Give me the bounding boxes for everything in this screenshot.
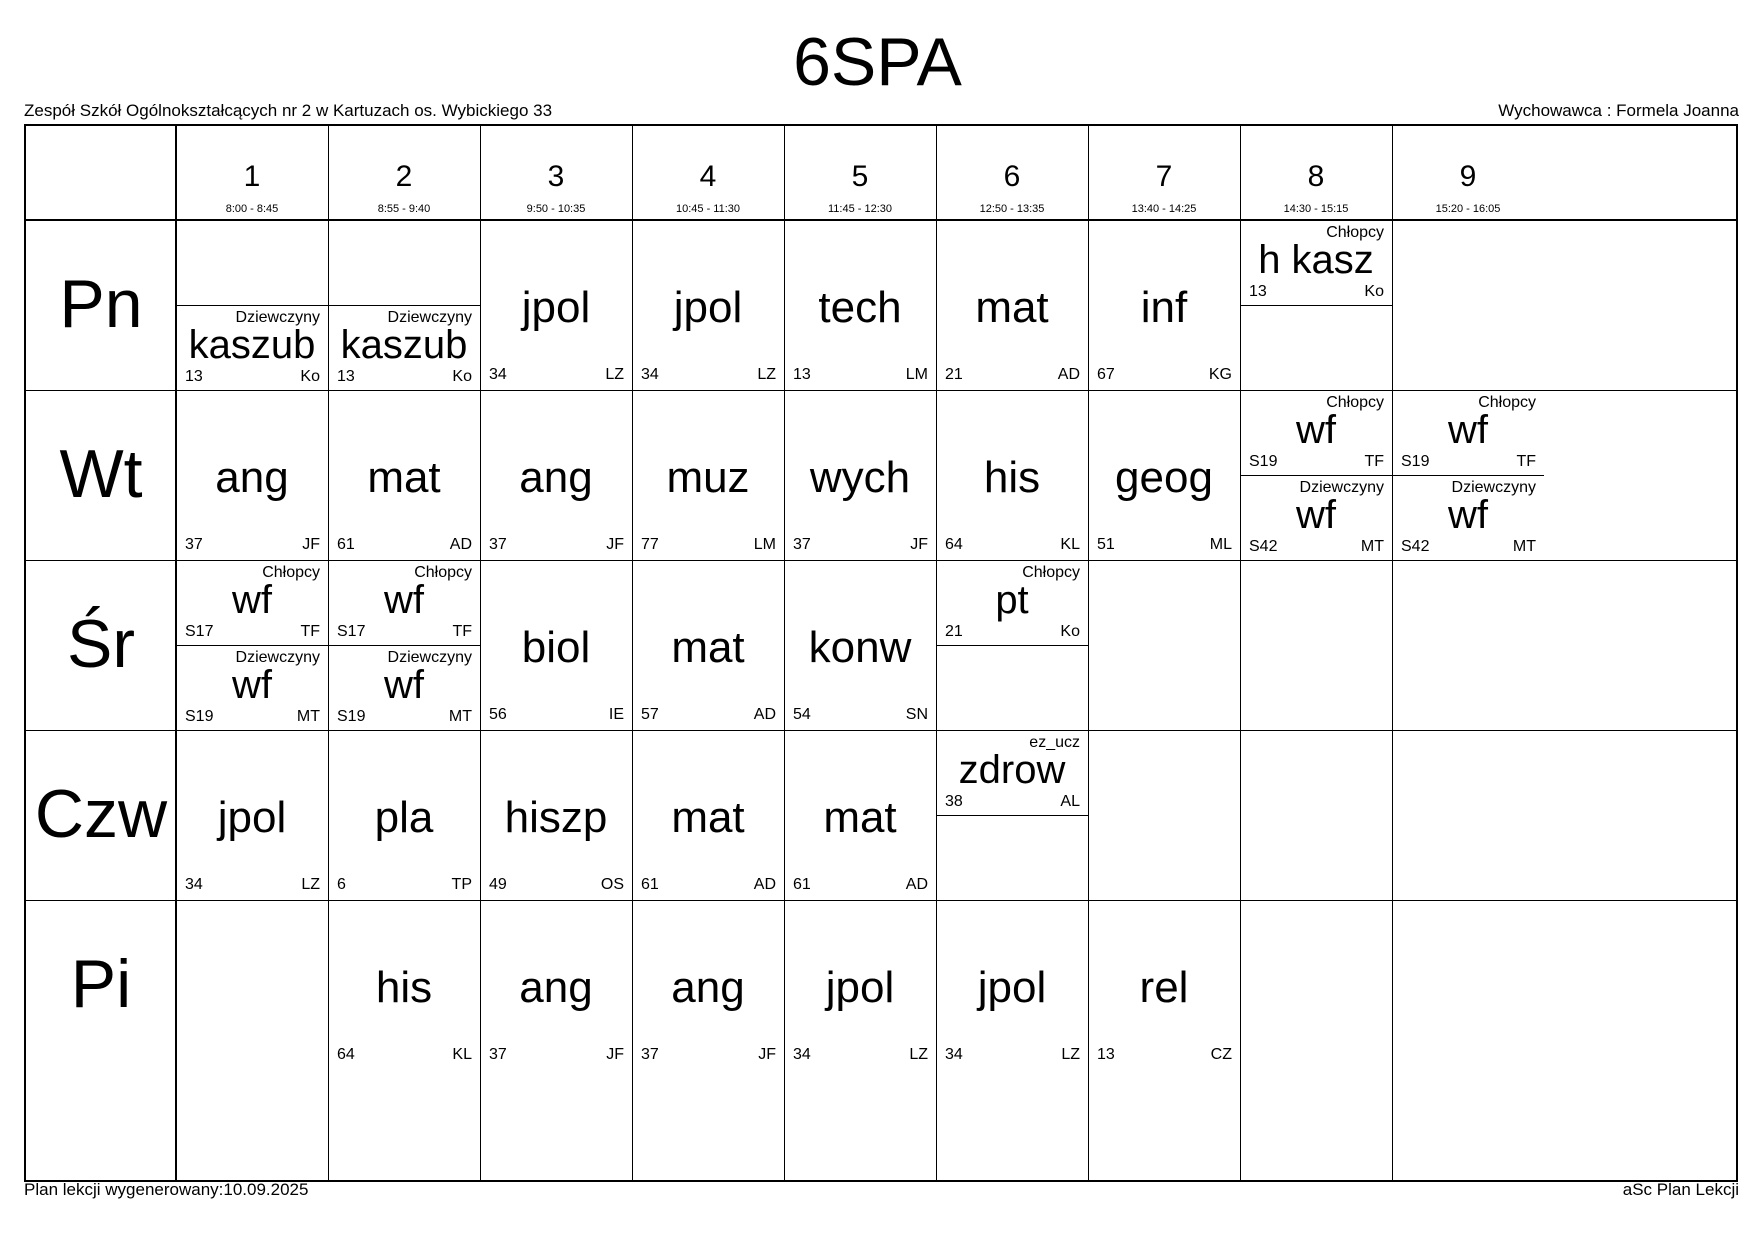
lesson-teacher: Ko [1060,623,1080,640]
lesson-room: S17 [337,623,366,640]
lesson-subject: zdrow [958,748,1066,792]
lesson-cell-top [936,560,1088,645]
lesson-subject: wf [384,663,424,707]
lesson-teacher: AD [449,536,472,553]
lesson-cell-bottom [176,645,328,730]
lesson-room: S19 [1401,453,1430,470]
lesson-subject: jpol [217,793,287,842]
lesson-cell [328,730,480,900]
lesson-room: S42 [1249,538,1278,555]
lesson-teacher: AD [753,706,776,723]
lesson-group: Chłopcy [414,564,472,581]
lesson-cell [632,560,784,730]
lesson-cell-bottom [1240,475,1392,560]
timetable-grid [24,124,1738,1182]
lesson-teacher: TF [1364,453,1384,470]
period-number: 2 [395,160,413,193]
lesson-teacher: MT [296,708,320,725]
lesson-cell [1088,900,1240,1070]
lesson-subject: jpol [673,283,743,332]
lesson-subject: wych [809,453,911,502]
lesson-teacher: KL [1060,536,1080,553]
lesson-cell [328,390,480,560]
lesson-room: 67 [1097,366,1115,383]
lesson-teacher: JF [606,536,624,553]
lesson-cell [632,730,784,900]
lesson-subject: ang [519,453,593,502]
lesson-teacher: TF [452,623,472,640]
lesson-subject: his [983,453,1041,502]
day-label: Pi [70,946,132,1022]
lesson-teacher: MT [1512,538,1536,555]
lesson-teacher: LZ [909,1046,928,1063]
lesson-group: ez_ucz [1029,734,1080,751]
lesson-teacher: TP [451,876,472,893]
period-header [632,126,784,220]
lesson-room: S17 [185,623,214,640]
lesson-cell-top [328,560,480,645]
period-header [1240,126,1392,220]
lesson-room: 57 [641,706,659,723]
lesson-teacher: LM [905,366,928,383]
lesson-teacher: JF [910,536,928,553]
lesson-cell [784,730,936,900]
period-time: 11:45 - 12:30 [827,203,892,215]
lesson-cell-bottom [176,305,328,390]
lesson-cell-top [1392,390,1544,475]
lesson-cell [480,900,632,1070]
day-label: Czw [34,776,168,852]
lesson-cell [632,220,784,390]
lesson-subject: geog [1115,453,1213,502]
period-time: 8:55 - 9:40 [377,203,431,215]
period-number: 3 [547,160,565,193]
lesson-cell [1088,220,1240,390]
lesson-subject: pla [374,793,434,842]
lesson-subject: biol [521,623,591,672]
lesson-cell-bottom [328,305,480,390]
period-time: 14:30 - 15:15 [1283,203,1349,215]
period-header [1392,126,1544,220]
lesson-subject: ang [671,963,745,1012]
lesson-group: Chłopcy [1022,564,1080,581]
period-number: 9 [1459,160,1477,193]
lesson-cell [480,730,632,900]
lesson-room: 56 [489,706,507,723]
lesson-room: S19 [1249,453,1278,470]
period-header [1088,126,1240,220]
half-divider [936,815,1088,816]
lesson-group: Dziewczyny [235,309,320,326]
lesson-room: 37 [489,536,507,553]
lesson-teacher: MT [1360,538,1384,555]
lesson-room: 37 [641,1046,659,1063]
lesson-teacher: JF [758,1046,776,1063]
period-number: 1 [243,160,261,193]
period-number: 4 [699,160,717,193]
day-label: Śr [67,606,135,682]
day-label: Wt [59,436,143,512]
lesson-room: 13 [1249,283,1267,300]
period-time: 9:50 - 10:35 [526,203,586,215]
period-header [176,126,328,220]
lesson-room: 21 [945,623,963,640]
lesson-subject: muz [666,453,750,502]
lesson-cell [176,730,328,900]
lesson-room: 34 [793,1046,811,1063]
lesson-cell-top [1240,220,1392,305]
lesson-cell [936,220,1088,390]
lesson-room: 13 [793,366,811,383]
lesson-teacher: AL [1060,793,1080,810]
lesson-room: 38 [945,793,963,810]
lesson-room: 34 [945,1046,963,1063]
period-header [936,126,1088,220]
lesson-room: 34 [489,366,507,383]
lesson-cell [480,560,632,730]
lesson-cell [480,390,632,560]
period-header [328,126,480,220]
lesson-teacher: KL [452,1046,472,1063]
half-divider [1240,305,1392,306]
half-divider [936,645,1088,646]
lesson-teacher: LM [753,536,776,553]
lesson-subject: his [375,963,433,1012]
lesson-teacher: CZ [1210,1046,1232,1063]
lesson-teacher: LZ [757,366,776,383]
lesson-subject: h kasz [1258,238,1374,282]
lesson-subject: wf [1296,408,1336,452]
period-number: 7 [1155,160,1173,193]
lesson-cell [784,390,936,560]
lesson-room: 64 [945,536,963,553]
lesson-subject: jpol [825,963,895,1012]
lesson-teacher: Ko [1364,283,1384,300]
lesson-subject: tech [818,283,902,332]
lesson-teacher: MT [448,708,472,725]
lesson-room: 37 [793,536,811,553]
lesson-teacher: TF [1516,453,1536,470]
lesson-subject: kaszub [340,323,468,367]
lesson-room: 13 [337,368,355,385]
lesson-subject: wf [232,663,272,707]
day-label: Pn [59,266,143,342]
lesson-teacher: TF [300,623,320,640]
lesson-teacher: LZ [605,366,624,383]
lesson-room: 13 [1097,1046,1115,1063]
lesson-subject: konw [808,623,912,672]
lesson-subject: wf [1448,408,1488,452]
lesson-teacher: ML [1209,536,1232,553]
lesson-group: Chłopcy [1326,224,1384,241]
lesson-room: 37 [185,536,203,553]
period-time: 10:45 - 11:30 [675,203,740,215]
period-time: 12:50 - 13:35 [979,203,1045,215]
lesson-subject: rel [1139,963,1189,1012]
lesson-room: 49 [489,876,507,893]
lesson-room: S19 [337,708,366,725]
lesson-room: S19 [185,708,214,725]
lesson-subject: wf [384,578,424,622]
lesson-subject: wf [232,578,272,622]
lesson-cell-top [1240,390,1392,475]
lesson-group: Dziewczyny [387,649,472,666]
lesson-teacher: AD [753,876,776,893]
lesson-room: 34 [641,366,659,383]
period-time: 8:00 - 8:45 [225,203,279,215]
lesson-cell-bottom [328,645,480,730]
lesson-teacher: OS [600,876,624,893]
period-number: 5 [851,160,869,193]
lesson-group: Chłopcy [1478,394,1536,411]
lesson-group: Dziewczyny [387,309,472,326]
lesson-room: 34 [185,876,203,893]
lesson-cell [784,560,936,730]
lesson-subject: wf [1296,493,1336,537]
lesson-subject: kaszub [188,323,316,367]
lesson-group: Chłopcy [1326,394,1384,411]
lesson-subject: mat [671,623,745,672]
lesson-teacher: LZ [301,876,320,893]
lesson-cell-bottom [1392,475,1544,560]
lesson-group: Dziewczyny [1451,479,1536,496]
lesson-subject: jpol [521,283,591,332]
lesson-cell [632,900,784,1070]
lesson-cell [632,390,784,560]
school-name: Zespół Szkół Ogólnokształcących nr 2 w Kartuzach os. Wybickiego 33 [24,101,553,120]
lesson-group: Chłopcy [262,564,320,581]
lesson-subject: hiszp [504,793,608,842]
period-header [784,126,936,220]
lesson-teacher: Ko [300,368,320,385]
period-time: 15:20 - 16:05 [1435,203,1501,215]
lesson-cell [784,220,936,390]
lesson-room: 13 [185,368,203,385]
lesson-subject: mat [367,453,441,502]
page-title: 6SPA [793,24,962,100]
lesson-subject: mat [975,283,1049,332]
lesson-subject: ang [519,963,593,1012]
lesson-cell [936,900,1088,1070]
lesson-teacher: Ko [452,368,472,385]
period-header [480,126,632,220]
form-teacher: Wychowawca : Formela Joanna [1498,101,1739,120]
lesson-room: 64 [337,1046,355,1063]
lesson-subject: ang [215,453,289,502]
lesson-room: 61 [641,876,659,893]
lesson-group: Dziewczyny [1299,479,1384,496]
generated-date: Plan lekcji wygenerowany:10.09.2025 [24,1180,309,1199]
period-time: 13:40 - 14:25 [1131,203,1197,215]
column-divider [1392,126,1393,1180]
lesson-teacher: IE [608,706,624,723]
lesson-teacher: AD [1057,366,1080,383]
lesson-room: 51 [1097,536,1115,553]
lesson-subject: jpol [977,963,1047,1012]
lesson-room: 61 [793,876,811,893]
lesson-subject: mat [823,793,897,842]
period-number: 8 [1307,160,1325,193]
lesson-cell [1088,390,1240,560]
lesson-teacher: JF [606,1046,624,1063]
lesson-teacher: SN [905,706,928,723]
lesson-subject: inf [1140,283,1188,332]
lesson-teacher: LZ [1061,1046,1080,1063]
app-credit: aSc Plan Lekcji [1622,1180,1739,1199]
lesson-room: 37 [489,1046,507,1063]
lesson-room: 54 [793,706,811,723]
lesson-cell-top [936,730,1088,815]
lesson-subject: pt [995,578,1029,622]
lesson-subject: mat [671,793,745,842]
lesson-room: 6 [337,876,346,893]
lesson-room: 21 [945,366,963,383]
lesson-teacher: JF [302,536,320,553]
lesson-room: 77 [641,536,659,553]
lesson-cell [936,390,1088,560]
period-number: 6 [1003,160,1021,193]
lesson-teacher: AD [905,876,928,893]
lesson-teacher: KG [1208,366,1232,383]
lesson-room: 61 [337,536,355,553]
lesson-room: S42 [1401,538,1430,555]
lesson-cell [784,900,936,1070]
lesson-cell-top [176,560,328,645]
lesson-cell [176,390,328,560]
lesson-cell [328,900,480,1070]
lesson-subject: wf [1448,493,1488,537]
lesson-cell [480,220,632,390]
lesson-group: Dziewczyny [235,649,320,666]
